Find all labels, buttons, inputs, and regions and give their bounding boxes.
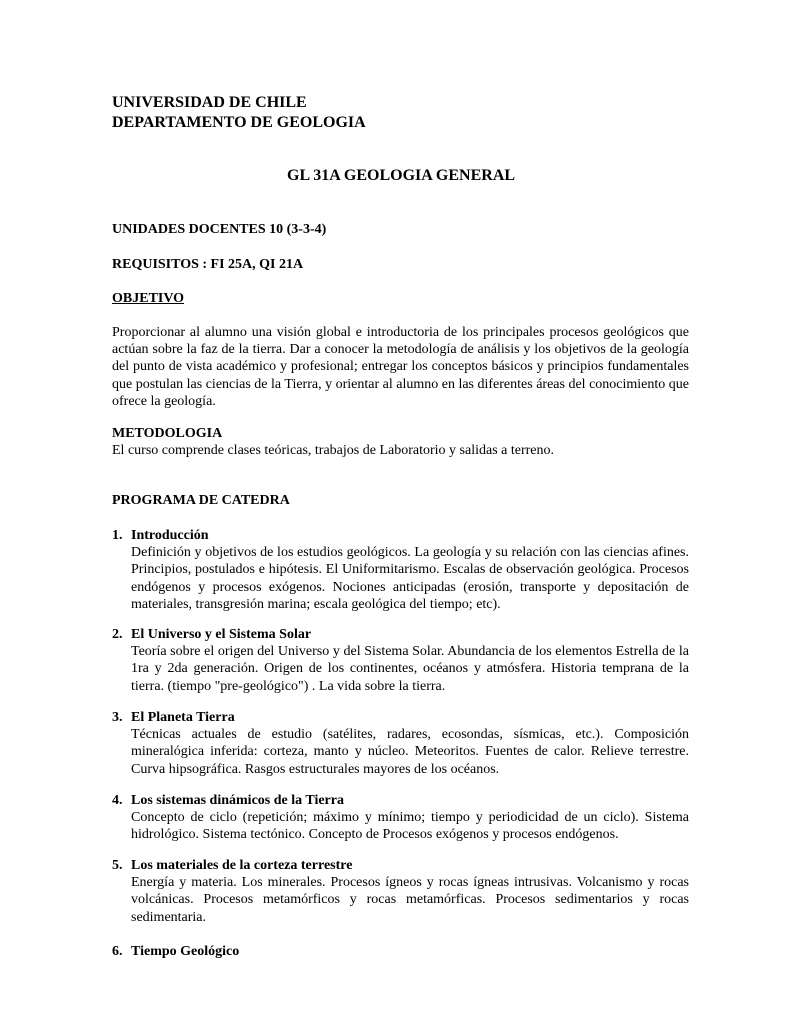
section-number: 4. (112, 793, 123, 808)
teaching-units: UNIDADES DOCENTES 10 (3-3-4) (112, 222, 327, 237)
methodology-heading: METODOLOGIA (112, 426, 223, 441)
section-title: Los sistemas dinámicos de la Tierra (131, 793, 344, 808)
section-body: Técnicas actuales de estudio (satélites, radares, ecosondas, sísmicas, etc.). Composición mineralógica inferida: corteza, manto y núcleo. Meteoritos. Fuentes de calor. Relieve terrestre. Curva hipsográfica. Rasgos estructurales mayores de los océanos. (131, 727, 689, 777)
objective-text: Proporcionar al alumno una visión global e introductoria de los principales procesos geológicos que actúan sobre la faz de la tierra. Dar a conocer la metodología de análisis y los objetivos de la geología del punto de vista académico y profesional; entregar los conceptos básicos y principios fundamentales que postulan las ciencias de la Tierra, y orientar al alumno en las diferentes áreas del conocimiento que ofrece la geología. (112, 325, 689, 409)
section-number: 2. (112, 627, 123, 642)
section-title: El Universo y el Sistema Solar (131, 627, 312, 642)
section-title: Los materiales de la corteza terrestre (131, 858, 353, 873)
section-body: Concepto de ciclo (repetición; máximo y mínimo; tiempo y periodicidad de un ciclo). Sistema hidrológico. Sistema tectónico. Concepto de Procesos exógenos y procesos endógenos. (131, 810, 689, 843)
section-body: Definición y objetivos de los estudios geológicos. La geología y su relación con las ciencias afines. Principios, postulados e hipótesis. El Uniformitarismo. Escalas de observación geológica. Procesos endógenos y procesos exógenos. Nociones anticipadas (erosión, transporte y depositación de materiales, transgresión marina; escala geológica del tiempo; etc). (131, 545, 689, 612)
section-body: Energía y materia. Los minerales. Procesos ígneos y rocas ígneas intrusivas. Volcanismo y rocas volcánicas. Procesos metamórficos y rocas metamórficas. Procesos sedimentarios y rocas sedimentaria. (131, 875, 689, 925)
section-2 (112, 626, 689, 695)
section-number: 6. (112, 944, 123, 959)
section-number: 3. (112, 710, 123, 725)
section-1 (112, 527, 689, 613)
methodology-text: El curso comprende clases teóricas, trabajos de Laboratorio y salidas a terreno. (112, 443, 554, 458)
objective-heading: OBJETIVO (112, 291, 185, 306)
section-6 (112, 943, 689, 960)
section-number: 5. (112, 858, 123, 873)
section-title: Introducción (131, 528, 209, 543)
section-title: Tiempo Geológico (131, 944, 240, 959)
section-body: Teoría sobre el origen del Universo y del Sistema Solar. Abundancia de los elementos Estrella de la 1ra y 2da generación. Origen de los continentes, océanos y atmósfera. Historia temprana de la tierra. (tiempo "pre-geológico") . La vida sobre la tierra. (131, 644, 689, 694)
requirements: REQUISITOS : FI 25A, QI 21A (112, 257, 304, 272)
section-title: El Planeta Tierra (131, 710, 235, 725)
section-number: 1. (112, 528, 123, 543)
department-name: DEPARTAMENTO DE GEOLOGIA (112, 114, 366, 131)
course-title: GL 31A GEOLOGIA GENERAL (287, 167, 516, 184)
section-4 (112, 792, 689, 844)
program-heading: PROGRAMA DE CATEDRA (112, 493, 290, 508)
university-name: UNIVERSIDAD DE CHILE (112, 94, 307, 111)
section-3 (112, 709, 689, 778)
section-5 (112, 857, 689, 926)
